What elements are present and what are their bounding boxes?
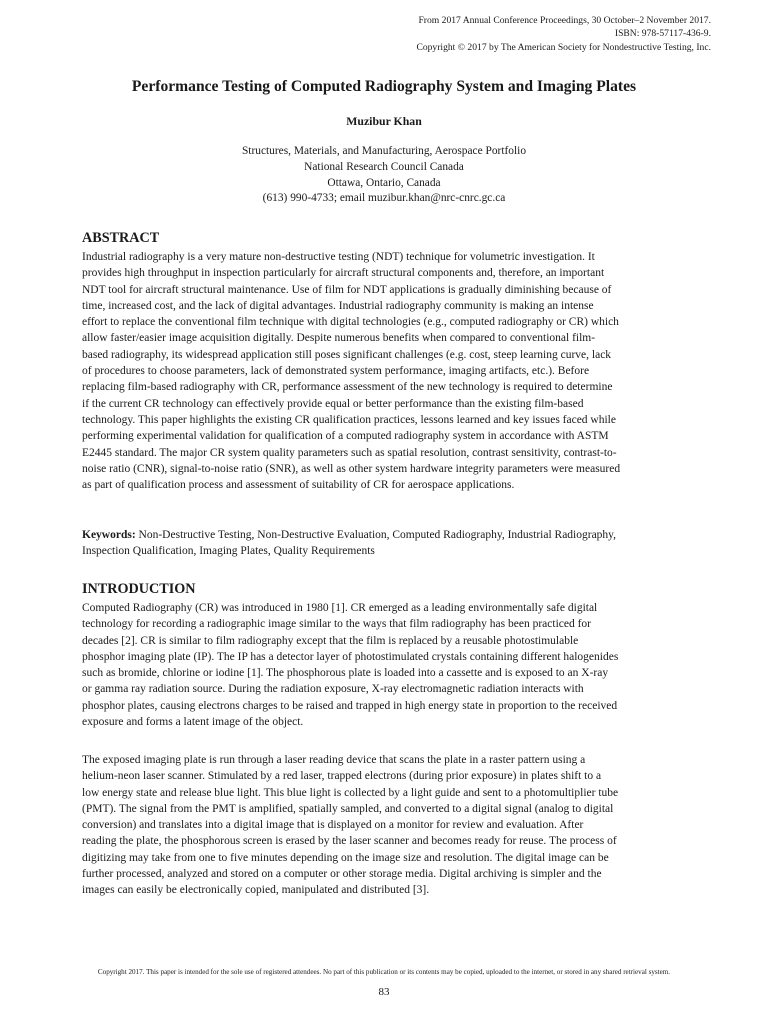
affiliation-line: (613) 990-4733; email muzibur.khan@nrc-cnrc.gc.ca: [262, 192, 506, 205]
abstract-line: based radiography, its widespread application still poses significant challenges (e.g. cost, steep learning curve, lack: [82, 348, 612, 361]
intro-line: (PMT). The signal from the PMT is amplified, spatially sampled, and converted to a digital signal (analog to digital: [82, 802, 614, 815]
author-name: Muzibur Khan: [346, 114, 422, 128]
abstract-line: provides high throughput in inspection particularly for aircraft structural components and, therefore, an important: [82, 267, 605, 280]
abstract-line: of procedures to choose parameters, lack of demonstrated system performance, imaging artifacts, etc.). Before: [82, 365, 590, 378]
page-number: 83: [378, 986, 390, 998]
keywords-text: Non-Destructive Testing, Non-Destructive Evaluation, Computed Radiography, Industrial Radiography,: [138, 529, 617, 541]
abstract-line: replacing film-based radiography with CR, performance assessment of the new technology is required to determine: [82, 381, 613, 394]
intro-line: technology for recording a radiographic image similar to the ways that film radiography has been practiced for: [82, 618, 592, 631]
author-affiliation: [0, 144, 768, 207]
abstract-line: if the current CR technology can effectively provide equal or better performance than the existing film-based: [82, 397, 584, 410]
header-line-1: From 2017 Annual Conference Proceedings, 30 October–2 November 2017.: [418, 15, 711, 26]
intro-line: low energy state and release blue light. This blue light is collected by a light guide and sent to a photomultiplier tube: [82, 786, 619, 799]
intro-line: decades [2]. CR is similar to film radiography except that the film is replaced by a reusable photostimulable: [82, 634, 579, 647]
abstract-line: as part of qualification process and assessment of suitability of CR for aerospace applications.: [82, 479, 515, 492]
intro-line: further processed, analyzed and stored on a computer or other storage media. Digital archiving is simpler and the: [82, 868, 602, 881]
abstract-line: performing experimental validation for qualification of a computed radiography system in accordance with ASTM: [82, 430, 609, 443]
affiliation-line: Structures, Materials, and Manufacturing, Aerospace Portfolio: [241, 145, 527, 157]
abstract-line: Industrial radiography is a very mature non-destructive testing (NDT) technique for volumetric investigation. It: [82, 251, 595, 263]
intro-line: helium-neon laser scanner. Stimulated by a red laser, trapped electrons (during prior exposure) in plates shift to a: [82, 770, 602, 783]
intro-line: images can easily be electronically copied, manipulated and distributed [3].: [82, 884, 430, 897]
intro-line: The exposed imaging plate is run through a laser reading device that scans the plate in a raster pattern using a: [82, 754, 586, 766]
copyright-footer: Copyright 2017. This paper is intended for the sole use of registered attendees. No part of this publication or its contents may be copied, uploaded to the internet, or stored in any shared retrieval system.: [97, 968, 671, 976]
keywords-label: Keywords:: [82, 529, 136, 541]
keywords-block: [82, 527, 682, 560]
keywords-line: Inspection Qualification, Imaging Plates, Quality Requirements: [82, 545, 375, 558]
abstract-heading: ABSTRACT: [82, 230, 160, 246]
abstract-body: [82, 249, 682, 493]
keywords-line: [82, 527, 682, 543]
abstract-line: allow faster/easier image acquisition digitally. Despite numerous benefits when compared to conventional film-: [82, 332, 596, 345]
introduction-paragraph-1: [82, 600, 682, 730]
intro-line: reading the plate, the phosphorous screen is erased by the laser scanner and becomes ready for reuse. The process of: [82, 835, 617, 848]
intro-line: exposure and forms a latent image of the object.: [82, 716, 304, 729]
introduction-paragraph-2: [82, 752, 682, 899]
header-line-3: Copyright © 2017 by The American Society for Nondestructive Testing, Inc.: [416, 41, 711, 53]
intro-line: conversion) and translates into a digital image that is displayed on a monitor for review and evaluation. After: [82, 819, 584, 832]
abstract-line: NDT tool for aircraft structural maintenance. Use of film for NDT applications is gradually diminishing because of: [82, 283, 612, 296]
intro-line: digitizing may take from one to five minutes depending on the image size and resolution. The digital image can be: [82, 851, 609, 864]
intro-line: phosphor plates, causing electrons charges to be raised and trapped in high energy state in proportion to the received: [82, 699, 618, 712]
paper-title: Performance Testing of Computed Radiography System and Imaging Plates: [131, 78, 637, 95]
abstract-line: time, increased cost, and the lack of digital advantages. Industrial radiography community is making an intense: [82, 299, 594, 312]
abstract-line: noise ratio (CNR), signal-to-noise ratio (SNR), as well as other system hardware integrity parameters were measured: [82, 462, 621, 475]
header-line-2: ISBN: 978-57117-436-9.: [614, 28, 711, 40]
abstract-line: E2445 standard. The major CR system quality parameters such as spatial resolution, contrast sensitivity, contrast-to-: [82, 446, 617, 459]
affiliation-line: National Research Council Canada: [304, 160, 464, 173]
intro-line: such as bromide, chlorine or iodine [1]. The phosphorous plate is loaded into a cassette and is exposed to an X-ray: [82, 667, 609, 680]
abstract-line: effort to replace the conventional film technique with digital technologies (e.g., computed radiography or CR) which: [82, 316, 619, 329]
introduction-heading: INTRODUCTION: [82, 581, 196, 597]
intro-line: phosphor imaging plate (IP). The IP has a detector layer of photostimulated crystals containing different halogenides: [82, 650, 619, 663]
abstract-line: technology. This paper highlights the existing CR qualification practices, lessons learned and key issues faced while: [82, 413, 616, 426]
intro-line: Computed Radiography (CR) was introduced in 1980 [1]. CR emerged as a leading environmentally safe digital: [82, 602, 598, 614]
affiliation-line: Ottawa, Ontario, Canada: [327, 176, 441, 189]
proceedings-header: [291, 14, 711, 54]
intro-line: or gamma ray radiation source. During the radiation exposure, X-ray electromagnetic radiation interacts with: [82, 683, 584, 696]
